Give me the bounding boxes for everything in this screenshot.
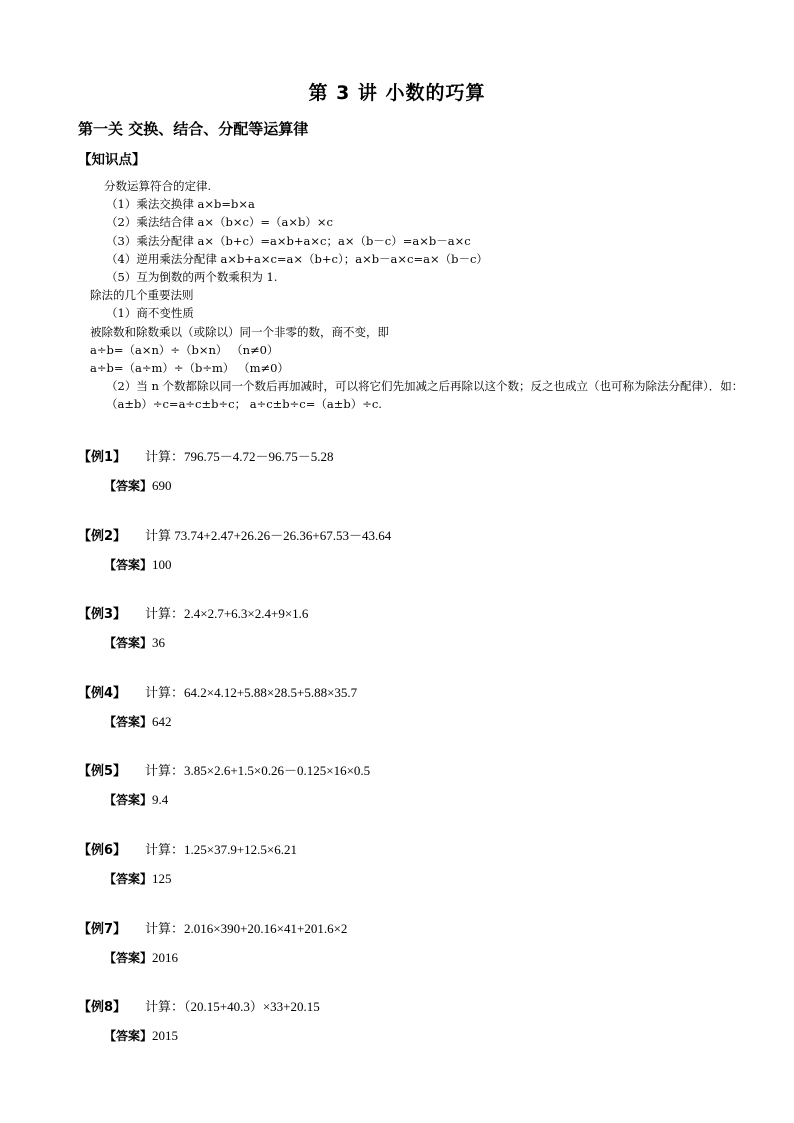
knowledge-line: 被除数和除数乘以（或除以）同一个非零的数，商不变，即	[90, 324, 389, 339]
answer-label: 【答案】	[104, 715, 153, 729]
knowledge-content	[90, 177, 744, 414]
example-2	[78, 525, 718, 573]
section-heading: 第一关 交换、结合、分配等运算律	[78, 120, 309, 138]
answer-label: 【答案】	[104, 951, 153, 965]
example-8	[78, 996, 718, 1044]
example-label: 【例8】	[78, 1000, 127, 1015]
example-question: 计算：64.2×4.12+5.88×28.5+5.88×35.7	[145, 685, 358, 700]
answer-label: 【答案】	[104, 1029, 153, 1043]
knowledge-line: （2）乘法结合律 a×（b×c）=（a×b）×c	[106, 215, 333, 230]
example-5	[78, 760, 718, 808]
knowledge-line: （3）乘法分配律 a×（b+c）=a×b+a×c；a×（b－c）=a×b－a×c	[106, 233, 471, 248]
knowledge-line: （4）逆用乘法分配律 a×b+a×c=a×（b+c）；a×b－a×c=a×（b－c）	[106, 251, 488, 266]
example-label: 【例5】	[78, 764, 127, 779]
example-answer: 9.4	[152, 792, 169, 807]
example-4	[78, 682, 718, 730]
answer-label: 【答案】	[104, 479, 153, 493]
example-question: 计算：（20.15+40.3）×33+20.15	[145, 999, 320, 1014]
example-answer: 2015	[152, 1028, 179, 1043]
knowledge-line: （1）商不变性质	[106, 306, 194, 321]
knowledge-line: a÷b=（a÷m）÷（b÷m） （m≠0）	[90, 361, 289, 376]
knowledge-line: （1）乘法交换律 a×b=b×a	[106, 197, 255, 212]
example-question: 计算：796.75－4.72－96.75－5.28	[145, 449, 334, 464]
knowledge-line: （5）互为倒数的两个数乘积为 1.	[106, 270, 278, 285]
example-question: 计算 73.74+2.47+26.26－26.36+67.53－43.64	[145, 528, 392, 543]
example-label: 【例7】	[78, 922, 127, 937]
example-answer: 2016	[152, 950, 179, 965]
answer-label: 【答案】	[104, 872, 153, 886]
example-answer: 36	[152, 635, 166, 650]
example-6	[78, 839, 718, 887]
knowledge-label: 【知识点】	[78, 152, 146, 168]
answer-label: 【答案】	[104, 558, 153, 572]
example-7	[78, 918, 718, 966]
example-question: 计算：1.25×37.9+12.5×6.21	[145, 842, 297, 857]
example-question: 计算：3.85×2.6+1.5×0.26－0.125×16×0.5	[145, 763, 371, 778]
example-answer: 642	[152, 714, 172, 729]
example-answer: 690	[152, 478, 172, 493]
example-label: 【例6】	[78, 843, 127, 858]
example-label: 【例1】	[78, 450, 127, 465]
page-title: 第 3 讲 小数的巧算	[308, 82, 486, 104]
knowledge-line: a÷b=（a×n）÷（b×n） （n≠0）	[90, 342, 279, 357]
answer-label: 【答案】	[104, 793, 153, 807]
answer-label: 【答案】	[104, 636, 153, 650]
example-3	[78, 603, 718, 651]
knowledge-line: 除法的几个重要法则	[90, 288, 194, 303]
example-answer: 125	[152, 871, 172, 886]
knowledge-line: （2）当 n 个数都除以同一个数后再加减时，可以将它们先加减之后再除以这个数；反之也成立（也可称为除法分配律）．如：	[106, 379, 744, 394]
example-answer: 100	[152, 557, 172, 572]
example-label: 【例3】	[78, 607, 127, 622]
knowledge-line: 分数运算符合的定律.	[104, 179, 212, 193]
example-question: 计算：2.4×2.7+6.3×2.4+9×1.6	[145, 606, 309, 621]
knowledge-line: （a±b）÷c=a÷c±b÷c； a÷c±b÷c=（a±b）÷c.	[106, 397, 382, 412]
example-1	[78, 446, 718, 494]
example-question: 计算：2.016×390+20.16×41+201.6×2	[145, 921, 348, 936]
example-label: 【例2】	[78, 529, 127, 544]
example-label: 【例4】	[78, 686, 127, 701]
